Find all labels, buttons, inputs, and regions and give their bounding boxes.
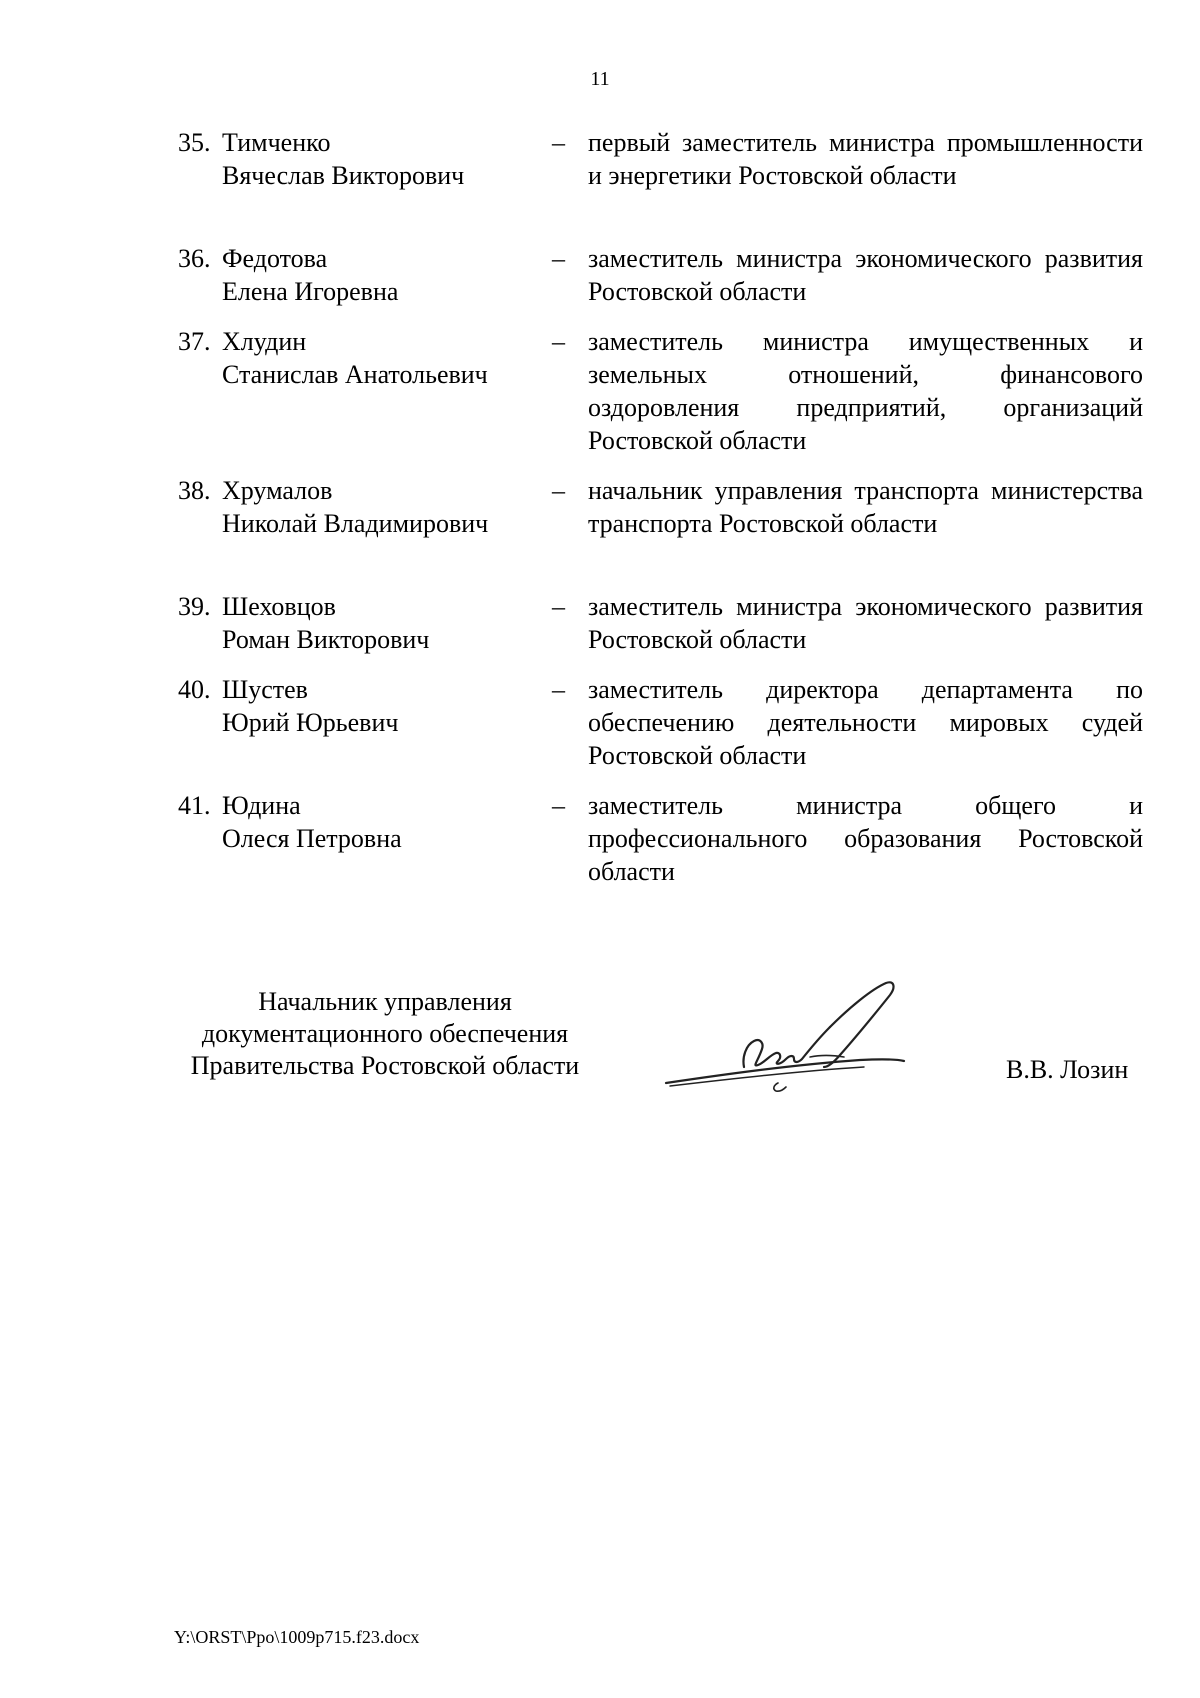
entry-position: заместитель министра общего и профессионального образования Ростовской области: [588, 791, 1143, 886]
list-item: [0, 474, 1200, 538]
entry-surname: Шеховцов: [222, 592, 336, 621]
entry-name: [222, 242, 542, 308]
page-number: 11: [590, 68, 610, 90]
entry-name: [222, 590, 542, 656]
entry-given-name: Юрий Юрьевич: [222, 708, 399, 737]
entry-number: 41.: [178, 791, 211, 820]
entry-dash: –: [552, 476, 565, 505]
list-item: [0, 590, 1200, 654]
list-item: [0, 242, 1200, 306]
list-item: [0, 673, 1200, 770]
entry-given-name: Елена Игоревна: [222, 277, 399, 306]
personnel-list: [0, 126, 1200, 886]
list-item: [0, 325, 1200, 455]
entry-dash: –: [552, 327, 565, 356]
entry-surname: Шустев: [222, 675, 308, 704]
entry-given-name: Роман Викторович: [222, 625, 430, 654]
entry-number: 40.: [178, 675, 211, 704]
entry-number: 36.: [178, 244, 211, 273]
entry-name: [222, 474, 542, 540]
entry-given-name: Николай Владимирович: [222, 509, 489, 538]
signatory-title-line: документационного обеспечения: [201, 1019, 569, 1048]
entry-position: первый заместитель министра промышленности и энергетики Ростовской области: [588, 128, 1143, 190]
entry-position: заместитель министра экономического развития Ростовской области: [588, 244, 1143, 306]
entry-dash: –: [552, 675, 565, 704]
entry-surname: Хрумалов: [222, 476, 333, 505]
signatory-title: [160, 986, 610, 1082]
list-item: [0, 789, 1200, 886]
entry-number: 39.: [178, 592, 211, 621]
entry-name: [222, 325, 542, 391]
entry-dash: –: [552, 791, 565, 820]
entry-position: заместитель министра имущественных и земельных отношений, финансового оздоровления предприятий, организаций Ростовской области: [588, 327, 1143, 455]
list-item: [0, 126, 1200, 190]
entry-surname: Юдина: [222, 791, 301, 820]
entry-given-name: Вячеслав Викторович: [222, 161, 465, 190]
entry-surname: Хлудин: [222, 327, 307, 356]
entry-dash: –: [552, 128, 565, 157]
entry-surname: Тимченко: [222, 128, 331, 157]
footer-file-path: Y:\ORST\Ppo\1009p715.f23.docx: [174, 1627, 420, 1647]
entry-number: 37.: [178, 327, 211, 356]
entry-name: [222, 789, 542, 855]
entry-given-name: Станислав Анатольевич: [222, 360, 488, 389]
entry-position: заместитель министра экономического развития Ростовской области: [588, 592, 1143, 654]
entry-position: заместитель директора департамента по обеспечению деятельности мировых судей Ростовской области: [588, 675, 1143, 770]
entry-surname: Федотова: [222, 244, 328, 273]
entry-dash: –: [552, 592, 565, 621]
entry-position: начальник управления транспорта министерства транспорта Ростовской области: [588, 476, 1143, 538]
entry-given-name: Олеся Петровна: [222, 824, 402, 853]
signer-name: В.В. Лозин: [1006, 1055, 1129, 1084]
entry-number: 38.: [178, 476, 211, 505]
entry-name: [222, 126, 542, 192]
entry-number: 35.: [178, 128, 211, 157]
entry-name: [222, 673, 542, 739]
signatory-title-line: Начальник управления: [258, 987, 512, 1016]
signatory-title-line: Правительства Ростовской области: [190, 1051, 580, 1080]
entry-dash: –: [552, 244, 565, 273]
handwritten-signature: [660, 975, 950, 1095]
